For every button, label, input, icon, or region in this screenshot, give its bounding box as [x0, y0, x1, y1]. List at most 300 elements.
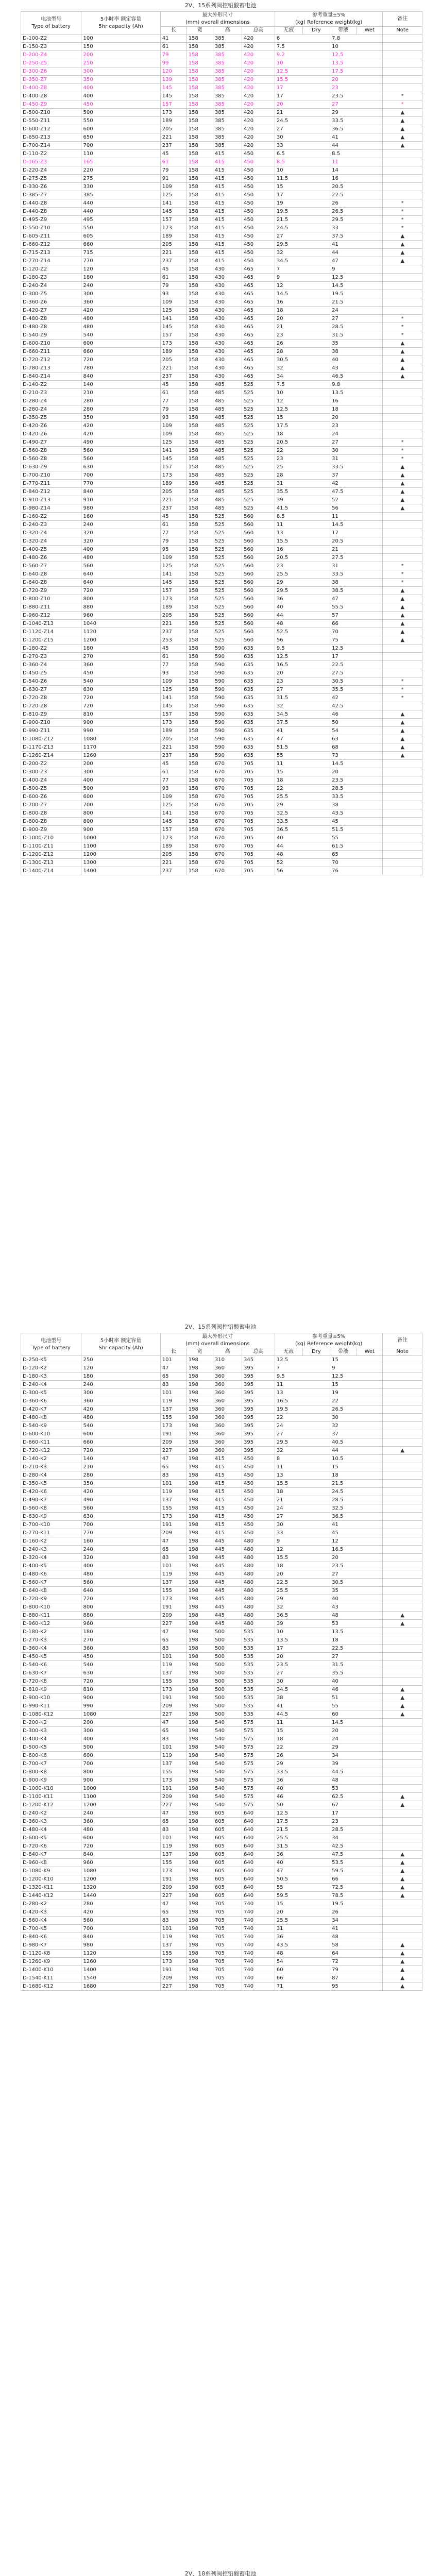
cell-width: 158	[186, 653, 213, 661]
cell-model: D-600-Z12	[21, 125, 81, 133]
cell-height: 500	[213, 1686, 242, 1694]
table-row	[21, 480, 422, 488]
cell-note	[383, 645, 422, 653]
cell-wet-weight: 22.5	[330, 1645, 383, 1653]
cell-wet-weight: 14.5	[330, 282, 383, 290]
cell-length: 237	[160, 142, 186, 150]
cell-length: 83	[160, 1735, 186, 1743]
cell-wet-weight: 35	[330, 340, 383, 348]
cell-dry-weight: 19.5	[275, 1405, 330, 1414]
cell-model: D-720-Z8	[21, 702, 81, 710]
cell-note	[383, 1809, 422, 1818]
table-row	[21, 628, 422, 636]
cell-height: 485	[213, 455, 242, 463]
cell-dry-weight: 36	[275, 1933, 330, 1941]
cell-model: D-600-Z6	[21, 793, 81, 801]
cell-height: 360	[213, 1364, 242, 1372]
cell-capacity: 700	[81, 142, 160, 150]
cell-dry-weight: 34.5	[275, 1686, 330, 1694]
cell-width: 158	[186, 282, 213, 290]
cell-note	[383, 397, 422, 405]
cell-dry-weight: 12	[275, 397, 330, 405]
cell-model: D-360-Z6	[21, 298, 81, 307]
cell-total-height: 740	[242, 1941, 275, 1950]
cell-wet-weight: 43	[330, 364, 383, 372]
cell-note: *	[383, 570, 422, 579]
col-dry-en: Dry	[302, 27, 330, 35]
cell-width: 158	[186, 859, 213, 867]
cell-note	[383, 842, 422, 851]
cell-width: 198	[186, 1381, 213, 1389]
cell-length: 61	[160, 768, 186, 776]
table-row	[21, 1867, 422, 1875]
cell-dry-weight: 25.5	[275, 1587, 330, 1595]
cell-total-height: 450	[242, 1529, 275, 1537]
cell-length: 65	[160, 1908, 186, 1917]
cell-length: 209	[160, 1974, 186, 1982]
cell-dry-weight: 13	[275, 1471, 330, 1480]
cell-wet-weight: 17	[330, 529, 383, 537]
cell-wet-weight: 35.5	[330, 686, 383, 694]
cell-model: D-420-K3	[21, 1908, 81, 1917]
cell-width: 198	[186, 1743, 213, 1752]
cell-model: D-1000-K10	[21, 1785, 81, 1793]
cell-total-height: 465	[242, 348, 275, 356]
table-row	[21, 67, 422, 76]
table-row	[21, 1513, 422, 1521]
cell-dry-weight: 24	[275, 1422, 330, 1430]
cell-capacity: 240	[81, 1546, 160, 1554]
cell-capacity: 600	[81, 125, 160, 133]
table-body-2	[21, 1356, 422, 1991]
cell-capacity: 480	[81, 554, 160, 562]
cell-length: 125	[160, 191, 186, 199]
cell-height: 385	[213, 142, 242, 150]
cell-model: D-800-K10	[21, 1603, 81, 1612]
table-row	[21, 282, 422, 290]
cell-note	[383, 1463, 422, 1471]
cell-model: D-250-Z5	[21, 59, 81, 67]
cell-total-height: 420	[242, 76, 275, 84]
cell-length: 189	[160, 480, 186, 488]
cell-model: D-1120-K8	[21, 1950, 81, 1958]
cell-wet-weight: 13.5	[330, 389, 383, 397]
cell-capacity: 480	[81, 323, 160, 331]
cell-length: 137	[160, 1405, 186, 1414]
cell-model: D-540-Z9	[21, 331, 81, 340]
cell-total-height: 450	[242, 241, 275, 249]
cell-note	[383, 381, 422, 389]
table-row	[21, 43, 422, 51]
cell-model: D-500-Z10	[21, 109, 81, 117]
table-row	[21, 1917, 422, 1925]
cell-length: 61	[160, 521, 186, 529]
cell-model: D-1100-Z11	[21, 842, 81, 851]
cell-total-height: 480	[242, 1612, 275, 1620]
cell-length: 191	[160, 1603, 186, 1612]
cell-width: 198	[186, 1859, 213, 1867]
cell-length: 101	[160, 1356, 186, 1364]
cell-height: 605	[213, 1809, 242, 1818]
cell-total-height: 450	[242, 1463, 275, 1471]
table-row	[21, 1364, 422, 1372]
cell-wet-weight: 39	[330, 1760, 383, 1768]
cell-height: 705	[213, 1908, 242, 1917]
cell-length: 155	[160, 1587, 186, 1595]
cell-dry-weight: 15.5	[275, 76, 330, 84]
cell-wet-weight: 28.5	[330, 1496, 383, 1504]
cell-total-height: 705	[242, 842, 275, 851]
cell-height: 485	[213, 397, 242, 405]
cell-capacity: 350	[81, 414, 160, 422]
cell-width: 198	[186, 1397, 213, 1405]
table-row	[21, 1603, 422, 1612]
cell-length: 205	[160, 241, 186, 249]
cell-total-height: 640	[242, 1826, 275, 1834]
cell-model: D-480-Z8	[21, 323, 81, 331]
cell-wet-weight: 20	[330, 1727, 383, 1735]
cell-width: 198	[186, 1455, 213, 1463]
table-row	[21, 331, 422, 340]
cell-dry-weight: 18	[275, 1562, 330, 1570]
cell-dry-weight: 9.5	[275, 645, 330, 653]
cell-length: 173	[160, 109, 186, 117]
table-row	[21, 1966, 422, 1974]
cell-model: D-1080-K12	[21, 1710, 81, 1719]
cell-note: ▲	[383, 752, 422, 760]
cell-width: 158	[186, 340, 213, 348]
table-row	[21, 1950, 422, 1958]
cell-note	[383, 1933, 422, 1941]
cell-length: 93	[160, 785, 186, 793]
cell-length: 141	[160, 315, 186, 323]
cell-note: ▲	[383, 340, 422, 348]
cell-note: *	[383, 199, 422, 208]
cell-capacity: 800	[81, 1768, 160, 1776]
cell-dry-weight: 21	[275, 109, 330, 117]
cell-wet-weight: 51	[330, 1694, 383, 1702]
cell-length: 221	[160, 496, 186, 504]
table-row	[21, 1933, 422, 1941]
cell-length: 145	[160, 702, 186, 710]
cell-height: 500	[213, 1677, 242, 1686]
cell-dry-weight: 41.5	[275, 504, 330, 513]
cell-model: D-630-Z9	[21, 463, 81, 471]
cell-length: 189	[160, 348, 186, 356]
cell-width: 158	[186, 381, 213, 389]
cell-dry-weight: 23	[275, 455, 330, 463]
cell-dry-weight: 40	[275, 834, 330, 842]
cell-model: D-1400-Z14	[21, 867, 81, 875]
cell-model: D-1260-K9	[21, 1958, 81, 1966]
cell-capacity: 400	[81, 546, 160, 554]
cell-length: 205	[160, 851, 186, 859]
cell-capacity: 495	[81, 216, 160, 224]
cell-total-height: 450	[242, 249, 275, 257]
cell-model: D-540-Z6	[21, 677, 81, 686]
cell-total-height: 535	[242, 1628, 275, 1636]
cell-dry-weight: 15.5	[275, 1554, 330, 1562]
cell-height: 385	[213, 67, 242, 76]
cell-width: 158	[186, 785, 213, 793]
cell-height: 525	[213, 612, 242, 620]
cell-capacity: 480	[81, 315, 160, 323]
cell-width: 198	[186, 1818, 213, 1826]
cell-total-height: 575	[242, 1768, 275, 1776]
cell-note: ▲	[383, 142, 422, 150]
cell-wet-weight: 20.5	[330, 183, 383, 191]
cell-wet-weight: 17	[330, 653, 383, 661]
cell-wet-weight: 23.5	[330, 1562, 383, 1570]
cell-total-height: 640	[242, 1818, 275, 1826]
cell-dry-weight: 23.5	[275, 1661, 330, 1669]
cell-model: D-240-Z3	[21, 521, 81, 529]
cell-wet-weight: 10.5	[330, 1455, 383, 1463]
cell-capacity: 450	[81, 100, 160, 109]
cell-note: ▲	[383, 620, 422, 628]
table-row	[21, 1570, 422, 1579]
cell-capacity: 360	[81, 661, 160, 669]
cell-length: 47	[160, 1364, 186, 1372]
cell-height: 525	[213, 554, 242, 562]
cell-wet-weight: 45	[330, 818, 383, 826]
cell-note	[383, 84, 422, 92]
cell-wet-weight: 55	[330, 1702, 383, 1710]
cell-width: 198	[186, 1752, 213, 1760]
cell-width: 198	[186, 1645, 213, 1653]
col-wet-en: Wet	[357, 27, 383, 35]
cell-capacity: 770	[81, 480, 160, 488]
cell-dry-weight: 13	[275, 1389, 330, 1397]
cell-capacity: 270	[81, 1636, 160, 1645]
cell-height: 485	[213, 504, 242, 513]
cell-capacity: 100	[81, 35, 160, 43]
cell-model: D-700-Z7	[21, 801, 81, 809]
cell-dry-weight: 46	[275, 1793, 330, 1801]
cell-height: 415	[213, 216, 242, 224]
cell-dry-weight: 18	[275, 1488, 330, 1496]
header-row-1	[21, 12, 422, 27]
cell-wet-weight: 34	[330, 1834, 383, 1842]
cell-length: 173	[160, 224, 186, 232]
table-row	[21, 1958, 422, 1966]
cell-model: D-360-Z4	[21, 661, 81, 669]
cell-height: 485	[213, 414, 242, 422]
cell-dry-weight: 29	[275, 579, 330, 587]
cell-note	[383, 826, 422, 834]
cell-model: D-180-K3	[21, 1372, 81, 1381]
cell-model: D-980-K7	[21, 1941, 81, 1950]
cell-model: D-960-K12	[21, 1620, 81, 1628]
cell-length: 189	[160, 603, 186, 612]
cell-height: 590	[213, 710, 242, 719]
cell-model: D-840-Z14	[21, 372, 81, 381]
cell-model: D-1100-K11	[21, 1793, 81, 1801]
cell-width: 198	[186, 1735, 213, 1743]
cell-height: 415	[213, 1529, 242, 1537]
cell-capacity: 360	[81, 298, 160, 307]
cell-width: 198	[186, 1447, 213, 1455]
cell-note	[383, 513, 422, 521]
cell-capacity: 400	[81, 1562, 160, 1570]
cell-capacity: 250	[81, 59, 160, 67]
cell-height: 500	[213, 1702, 242, 1710]
cell-dry-weight: 30	[275, 1677, 330, 1686]
cell-width: 158	[186, 331, 213, 340]
cell-length: 191	[160, 1875, 186, 1884]
cell-note	[383, 282, 422, 290]
cell-wet-weight: 9.8	[330, 381, 383, 389]
cell-height: 485	[213, 422, 242, 430]
cell-model: D-400-Z5	[21, 546, 81, 554]
cell-dry-weight: 31	[275, 480, 330, 488]
cell-dry-weight: 11	[275, 1719, 330, 1727]
cell-height: 485	[213, 471, 242, 480]
table-row	[21, 1727, 422, 1735]
cell-total-height: 420	[242, 67, 275, 76]
cell-length: 141	[160, 694, 186, 702]
cell-wet-weight: 37	[330, 471, 383, 480]
cell-note: *	[383, 323, 422, 331]
cell-note	[383, 67, 422, 76]
cell-note: ▲	[383, 1892, 422, 1900]
cell-dry-weight: 44	[275, 612, 330, 620]
table-row	[21, 1686, 422, 1694]
cell-model: D-1040-Z13	[21, 620, 81, 628]
cell-dry-weight: 12.5	[275, 405, 330, 414]
cell-dry-weight: 47	[275, 1867, 330, 1875]
cell-wet-weight: 58	[330, 1941, 383, 1950]
cell-length: 189	[160, 727, 186, 735]
cell-width: 198	[186, 1628, 213, 1636]
cell-dry-weight: 44	[275, 842, 330, 851]
cell-model: D-180-K2	[21, 1628, 81, 1636]
cell-model: D-840-Z12	[21, 488, 81, 496]
table-row	[21, 133, 422, 142]
cell-note	[383, 1595, 422, 1603]
cell-length: 61	[160, 389, 186, 397]
cell-wet-weight: 40	[330, 356, 383, 364]
cell-height: 445	[213, 1562, 242, 1570]
cell-height: 385	[213, 109, 242, 117]
cell-note: ▲	[383, 1867, 422, 1875]
cell-dry-weight: 10	[275, 1628, 330, 1636]
cell-total-height: 450	[242, 1521, 275, 1529]
cell-height: 500	[213, 1628, 242, 1636]
cell-dry-weight: 29	[275, 801, 330, 809]
cell-note: ▲	[383, 603, 422, 612]
cell-note: ▲	[383, 1620, 422, 1628]
cell-model: D-700-Z10	[21, 471, 81, 480]
cell-capacity: 980	[81, 504, 160, 513]
cell-width: 158	[186, 521, 213, 529]
cell-total-height: 465	[242, 340, 275, 348]
cell-dry-weight: 12.5	[275, 67, 330, 76]
cell-total-height: 575	[242, 1760, 275, 1768]
cell-width: 158	[186, 76, 213, 84]
cell-length: 157	[160, 463, 186, 471]
cell-wet-weight: 19.5	[330, 290, 383, 298]
cell-length: 145	[160, 208, 186, 216]
cell-width: 198	[186, 1504, 213, 1513]
cell-total-height: 525	[242, 381, 275, 389]
cell-note: ▲	[383, 1982, 422, 1991]
table-row	[21, 241, 422, 249]
table-row	[21, 84, 422, 92]
cell-height: 525	[213, 529, 242, 537]
cell-width: 158	[186, 224, 213, 232]
cell-note	[383, 1768, 422, 1776]
cell-model: D-300-Z6	[21, 67, 81, 76]
cell-length: 77	[160, 529, 186, 537]
cell-dry-weight: 55	[275, 752, 330, 760]
cell-length: 155	[160, 1677, 186, 1686]
cell-width: 158	[186, 686, 213, 694]
cell-capacity: 960	[81, 1859, 160, 1867]
cell-dry-weight: 31.5	[275, 1842, 330, 1851]
cell-note	[383, 1900, 422, 1908]
cell-wet-weight: 22	[330, 1397, 383, 1405]
table-row	[21, 348, 422, 356]
table-row	[21, 1974, 422, 1982]
cell-height: 485	[213, 480, 242, 488]
cell-length: 65	[160, 1372, 186, 1381]
cell-height: 605	[213, 1884, 242, 1892]
cell-capacity: 550	[81, 117, 160, 125]
cell-total-height: 560	[242, 529, 275, 537]
cell-dry-weight: 29.5	[275, 587, 330, 595]
cell-total-height: 525	[242, 430, 275, 438]
cell-height: 430	[213, 348, 242, 356]
cell-note: *	[383, 562, 422, 570]
table-row	[21, 587, 422, 595]
cell-length: 155	[160, 1950, 186, 1958]
cell-total-height: 560	[242, 546, 275, 554]
cell-width: 198	[186, 1488, 213, 1496]
cell-capacity: 480	[81, 1414, 160, 1422]
cell-model: D-540-K9	[21, 1422, 81, 1430]
cell-height: 415	[213, 1504, 242, 1513]
cell-length: 227	[160, 1982, 186, 1991]
cell-capacity: 630	[81, 1669, 160, 1677]
cell-note	[383, 166, 422, 175]
table-row	[21, 1521, 422, 1529]
cell-dry-weight: 21.5	[275, 216, 330, 224]
cell-dry-weight: 48	[275, 851, 330, 859]
cell-total-height: 535	[242, 1710, 275, 1719]
table-row	[21, 851, 422, 859]
cell-total-height: 560	[242, 554, 275, 562]
cell-height: 525	[213, 636, 242, 645]
cell-model: D-640-K8	[21, 1587, 81, 1595]
cell-note: *	[383, 455, 422, 463]
cell-total-height: 420	[242, 142, 275, 150]
table-row	[21, 521, 422, 529]
cell-dry-weight: 17	[275, 84, 330, 92]
cell-total-height: 740	[242, 1933, 275, 1941]
cell-capacity: 180	[81, 645, 160, 653]
cell-total-height: 635	[242, 661, 275, 669]
cell-height: 670	[213, 867, 242, 875]
cell-capacity: 420	[81, 1405, 160, 1414]
table-row	[21, 1595, 422, 1603]
cell-dry-weight: 25.5	[275, 1917, 330, 1925]
cell-dry-weight: 43.5	[275, 1941, 330, 1950]
cell-dry-weight: 39	[275, 496, 330, 504]
cell-wet-weight: 12	[330, 1537, 383, 1546]
cell-height: 485	[213, 405, 242, 414]
cell-length: 145	[160, 92, 186, 100]
